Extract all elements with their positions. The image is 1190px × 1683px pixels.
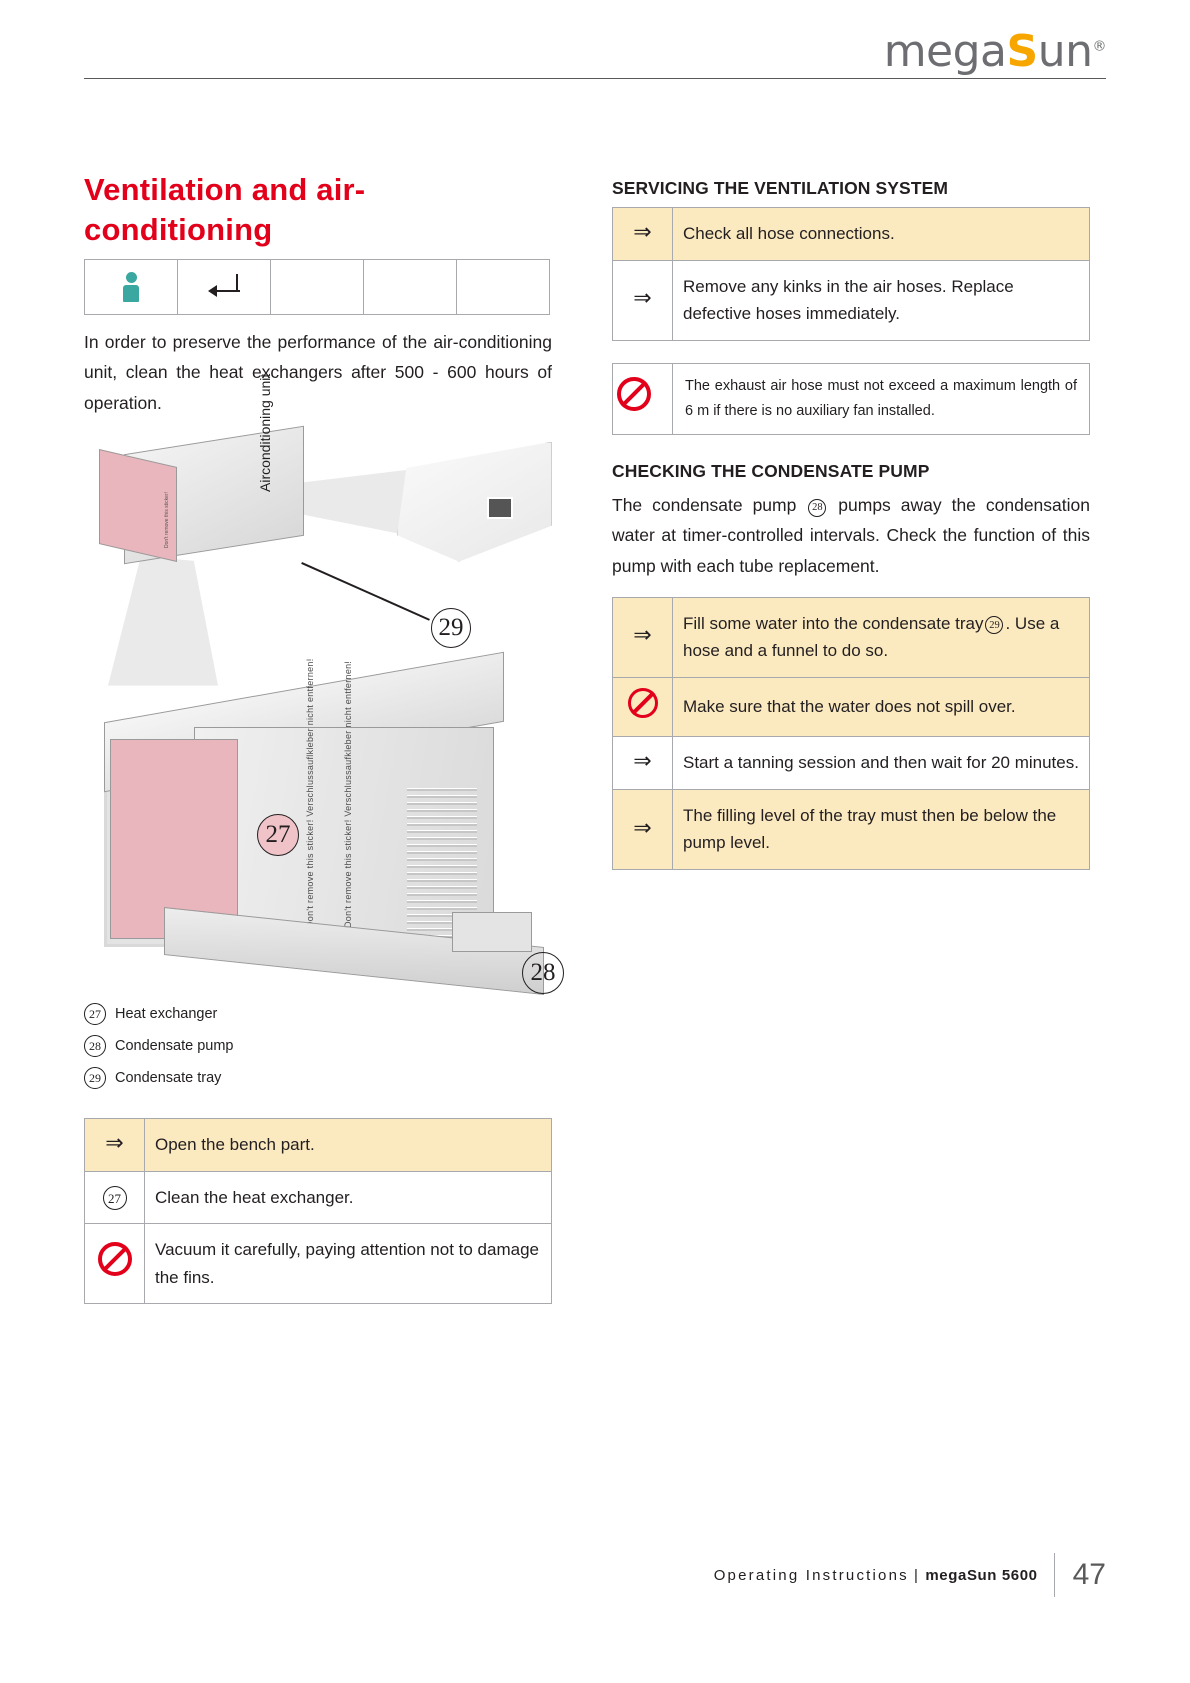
arrow-icon: ⇒ [613, 737, 673, 790]
figure-callout-27: 27 [257, 814, 299, 856]
unit-sticker-left: Don't remove this sticker! Verschlussauflkleber nicht entfernen! [305, 658, 315, 928]
ventilation-figure [84, 373, 556, 1022]
footer-instructions-text: Operating Instructions [713, 1566, 909, 1584]
ac-unit-sticker-small: Don't remove this sticker! [164, 491, 170, 548]
pump-step-fill-water-text2: . Use a hose and a funnel to do so. [683, 613, 1060, 661]
step-text-clean-exchanger: Clean the heat exchanger. [155, 1187, 354, 1207]
circle-number-icon-27: 27 [85, 1171, 145, 1224]
symbol-cell-person [85, 260, 178, 314]
pump-step-tanning-session: Start a tanning session and then wait for 20 minutes. [683, 753, 1079, 773]
logo-s-text: S [1006, 26, 1038, 77]
right-column [612, 178, 1090, 870]
inline-circle-number-28: 28 [808, 499, 826, 517]
unit-sticker-right: Don't remove this sticker! Verschlussaufkleber nicht entfernen! [343, 660, 353, 928]
table-row [613, 677, 1090, 737]
bench-slot [487, 497, 513, 519]
symbol-cell-enter [178, 260, 271, 314]
logo-mega-text: mega [883, 26, 1007, 77]
legend-label-27: Heat exchanger [115, 1006, 218, 1022]
arrow-icon: ⇒ [613, 597, 673, 677]
registered-trademark-icon: ® [1092, 38, 1106, 55]
servicing-step-remove-kinks: Remove any kinks in the air hoses. Replace defective hoses immediately. [683, 276, 1014, 324]
page-header [0, 0, 1190, 96]
table-row [85, 1171, 552, 1224]
table-row [613, 597, 1090, 677]
footer-label: Operating Instructions | megaSun 5600 [713, 1566, 1038, 1584]
prohibition-icon [613, 677, 673, 737]
table-row [613, 363, 1090, 435]
enter-key-icon [208, 274, 240, 300]
symbol-cell-empty-2 [364, 260, 457, 314]
section-title-servicing-ventilation: SERVICING THE VENTILATION SYSTEM [612, 178, 949, 198]
condensate-pump-paragraph [612, 490, 1090, 580]
page-number: 47 [1072, 1558, 1106, 1591]
prohibition-icon [613, 363, 673, 435]
step-text-open-bench: Open the bench part. [155, 1135, 315, 1154]
warning-text-exhaust-hose: The exhaust air hose must not exceed a maximum length of 6 m if there is no auxiliary fan installed. [685, 377, 1077, 419]
servicing-step-check-hoses: Check all hose connections. [683, 224, 895, 243]
table-row [613, 789, 1090, 869]
pump-step-fill-water-text1: Fill some water into the condensate tray [683, 613, 984, 633]
arrow-icon: ⇒ [85, 1119, 145, 1172]
footer-divider [1054, 1553, 1055, 1597]
arrow-icon: ⇒ [613, 789, 673, 869]
symbol-cell-empty-3 [457, 260, 549, 314]
servicing-ventilation-table [612, 207, 1090, 341]
inline-circle-number-29: 29 [985, 616, 1003, 634]
left-column [84, 170, 556, 1022]
legend-item-28 [84, 1035, 552, 1057]
person-icon [124, 272, 138, 302]
table-row [613, 260, 1090, 340]
unit-side-panel [194, 658, 494, 939]
table-row [85, 1224, 552, 1304]
callout-leader-29 [302, 562, 432, 622]
legend-number-29: 29 [84, 1067, 106, 1089]
cleaning-steps-table-wrap [84, 1118, 552, 1304]
arrow-icon: ⇒ [613, 260, 673, 340]
arrow-icon: ⇒ [613, 208, 673, 261]
header-divider [84, 78, 1106, 79]
pump-step-filling-level: The filling level of the tray must then be below the pump level. [683, 805, 1057, 853]
step-text-vacuum-carefully: Vacuum it carefully, paying attention not to damage the fins. [155, 1240, 539, 1287]
cleaning-steps-table [84, 1118, 552, 1304]
logo-un-text: un [1037, 26, 1093, 77]
ac-unit-label: Airconditioning unit [257, 373, 273, 492]
megasun-logo [884, 26, 1106, 77]
footer-product-name: megaSun 5600 [925, 1566, 1038, 1584]
condensate-para-part2: pumps away the condensation water at timer-controlled intervals. Check the function of this pump with each tube replacement. [612, 495, 1090, 576]
tanning-bench-illustration [397, 442, 552, 562]
airconditioning-unit-illustration [94, 373, 319, 565]
page-footer [714, 1553, 1106, 1597]
symbol-cell-empty-1 [271, 260, 364, 314]
exhaust-hose-warning-table [612, 363, 1090, 436]
page-title: Ventilation and air-conditioning [84, 172, 366, 247]
legend-number-27: 27 [84, 1003, 106, 1025]
figure-callout-28: 28 [522, 952, 564, 994]
figure-legend [84, 1003, 552, 1099]
condensate-para-part1: The condensate pump [612, 495, 797, 516]
legend-item-29 [84, 1067, 552, 1089]
symbol-strip [84, 259, 550, 315]
projection-beam-lower [108, 556, 218, 686]
legend-label-29: Condensate tray [115, 1070, 222, 1086]
table-row [613, 208, 1090, 261]
legend-number-28: 28 [84, 1035, 106, 1057]
section-title-condensate-pump: CHECKING THE CONDENSATE PUMP [612, 461, 930, 482]
pump-step-no-spill: Make sure that the water does not spill over. [683, 697, 1016, 717]
legend-label-28: Condensate pump [115, 1038, 234, 1054]
prohibition-icon [85, 1224, 145, 1304]
legend-item-27 [84, 1003, 552, 1025]
figure-callout-29: 29 [431, 608, 471, 648]
pump-step-fill-water [673, 597, 1090, 677]
table-row [85, 1119, 552, 1172]
table-row [613, 737, 1090, 790]
condensate-pump-illustration [452, 912, 532, 952]
heat-exchanger-unit-illustration [104, 658, 544, 1002]
condensate-pump-steps-table [612, 597, 1090, 870]
intro-paragraph: In order to preserve the performance of the air-conditioning unit, clean the heat exchangers after 500 - 600 hours of operation. [84, 332, 552, 413]
